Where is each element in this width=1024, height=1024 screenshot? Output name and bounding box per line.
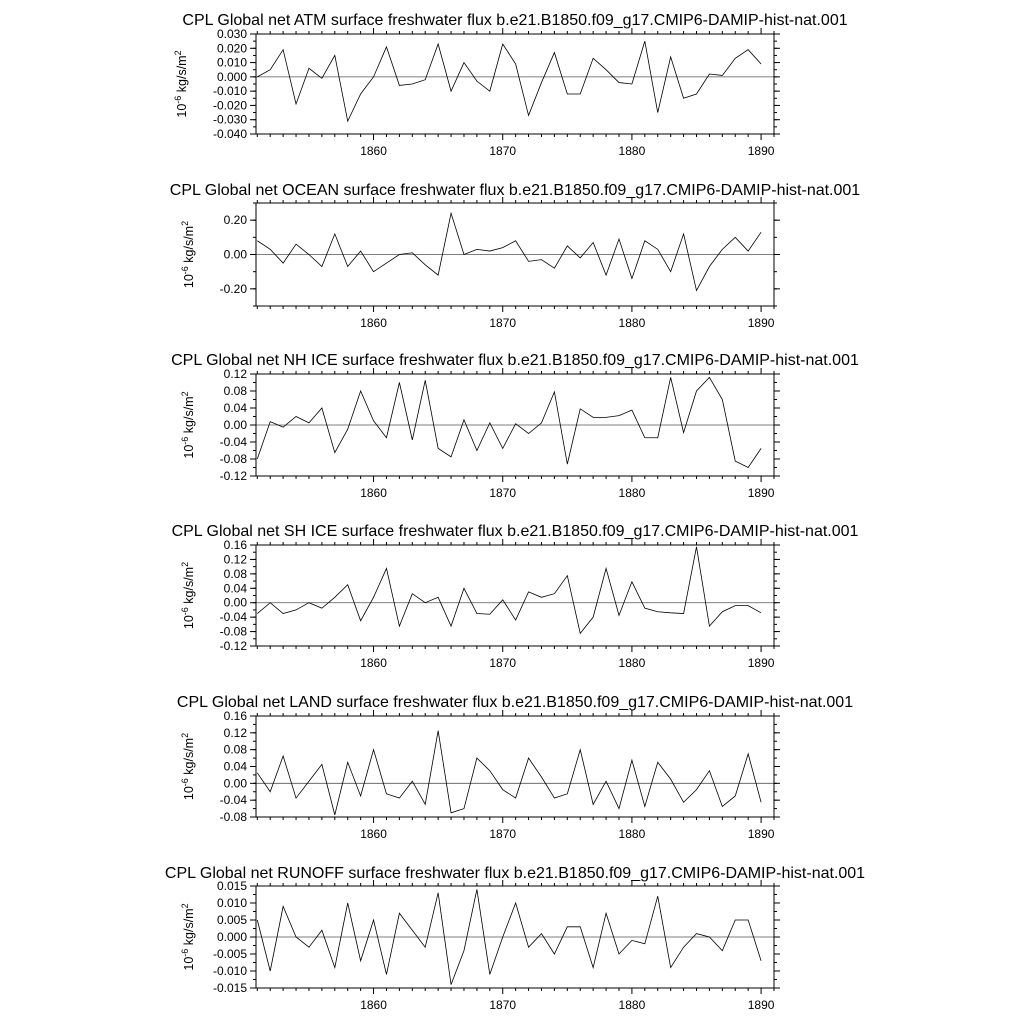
y-tick-label: 0.015 [216,879,247,893]
y-tick-label: -0.04 [219,793,247,808]
chart-title: CPL Global net ATM surface freshwater flux b.e21.B1850.f09_g17.CMIP6-DAMIP-hist-nat.001 [182,12,848,29]
y-tick-label: 0.010 [216,896,247,910]
chart-panel-2 [170,182,861,330]
x-tick-label: 1870 [489,144,517,158]
x-tick-label: 1860 [360,998,387,1012]
y-tick-label: 0.00 [223,247,247,262]
y-axis-label: $10^{-6}$ $kg/s/m^2$ [180,903,196,971]
chart-title: CPL Global net SH ICE surface freshwater flux b.e21.B1850.f09_g17.CMIP6-DAMIP-hist-nat.001 [171,523,859,540]
x-tick-label: 1860 [360,316,387,330]
y-tick-label: 0.04 [223,759,247,774]
y-tick-label: -0.010 [212,84,247,99]
y-tick-label: 0.000 [216,69,247,84]
y-tick-label: -0.12 [219,469,247,483]
x-tick-label: 1880 [618,827,646,841]
series-line [257,547,761,634]
y-tick-label: -0.040 [212,127,247,141]
x-tick-label: 1870 [489,656,517,670]
y-tick-label: 0.00 [223,418,247,432]
y-tick-label: -0.08 [219,624,247,639]
y-tick-label: 0.08 [223,384,247,398]
y-tick-label: 0.000 [216,930,247,944]
chart-panel-6 [165,865,865,1012]
y-tick-label: 0.020 [216,41,247,56]
x-tick-label: 1890 [747,656,775,670]
x-tick-label: 1890 [747,486,775,500]
y-tick-label: -0.010 [212,964,247,978]
chart-panel-5 [177,694,853,841]
chart-panel-3 [171,352,859,500]
plot-frame [256,545,774,646]
y-tick-label: 0.00 [223,595,247,610]
y-tick-label: 0.16 [223,709,247,723]
x-tick-label: 1890 [747,316,775,330]
x-tick-label: 1870 [489,486,517,500]
x-tick-label: 1860 [360,827,387,841]
series-line [257,731,761,815]
y-tick-label: 0.16 [223,538,247,552]
x-tick-label: 1860 [360,486,387,500]
x-tick-label: 1880 [618,486,646,500]
x-tick-label: 1860 [360,144,387,158]
chart-title: CPL Global net NH ICE surface freshwater flux b.e21.B1850.f09_g17.CMIP6-DAMIP-hist-nat.001 [171,352,859,369]
plot-frame [256,34,774,134]
x-tick-label: 1890 [747,998,775,1012]
x-tick-label: 1870 [489,998,517,1012]
y-tick-label: 0.005 [216,913,247,927]
chart-panel-4 [172,523,859,670]
series-line [257,213,761,290]
y-axis-label: $10^{-6}$ $kg/s/m^2$ [180,391,196,459]
y-tick-label: 0.08 [223,566,247,581]
y-axis-label: $10^{-6}$ $kg/s/m^2$ [180,220,196,289]
y-tick-label: 0.12 [223,725,247,740]
series-line [257,41,761,121]
chart-title: CPL Global net OCEAN surface freshwater flux b.e21.B1850.f09_g17.CMIP6-DAMIP-hist-nat.001 [169,182,861,199]
x-tick-label: 1860 [360,656,387,670]
y-tick-label: -0.20 [219,281,247,296]
chart-title: CPL Global net LAND surface freshwater flux b.e21.B1850.f09_g17.CMIP6-DAMIP-hist-nat.001 [176,694,854,711]
y-tick-label: -0.08 [219,810,247,824]
y-tick-label: -0.12 [219,639,247,653]
y-tick-label: -0.030 [212,112,247,127]
y-tick-label: -0.015 [212,981,247,995]
x-tick-label: 1870 [489,316,517,330]
x-tick-label: 1880 [618,316,646,330]
x-tick-label: 1890 [747,144,775,158]
x-tick-label: 1880 [618,656,646,670]
chart-title: CPL Global net RUNOFF surface freshwater flux b.e21.B1850.f09_g17.CMIP6-DAMIP-hist-nat.001 [164,865,866,882]
y-axis-label: $10^{-6}$ $kg/s/m^2$ [173,50,189,118]
y-tick-label: 0.12 [223,367,247,381]
y-tick-label: 0.04 [223,581,247,596]
series-line [257,377,761,467]
y-axis-label: $10^{-6}$ $kg/s/m^2$ [180,732,196,801]
x-tick-label: 1890 [747,827,775,841]
y-axis-label: $10^{-6}$ $kg/s/m^2$ [180,561,196,630]
y-tick-label: -0.04 [219,435,247,449]
y-tick-label: -0.005 [212,947,247,961]
x-tick-label: 1880 [618,144,646,158]
plot-frame [256,716,774,817]
chart-panel-1 [173,12,848,158]
y-tick-label: 0.12 [223,552,247,567]
y-tick-label: 0.20 [223,213,247,228]
x-tick-label: 1870 [489,827,517,841]
y-tick-label: 0.030 [216,27,247,41]
y-tick-label: 0.010 [216,55,247,70]
y-tick-label: 0.00 [223,776,247,791]
y-tick-label: 0.04 [223,401,247,415]
y-tick-label: -0.08 [219,452,247,466]
x-tick-label: 1880 [618,998,646,1012]
y-tick-label: -0.020 [212,98,247,113]
y-tick-label: -0.04 [219,610,247,625]
y-tick-label: 0.08 [223,742,247,757]
